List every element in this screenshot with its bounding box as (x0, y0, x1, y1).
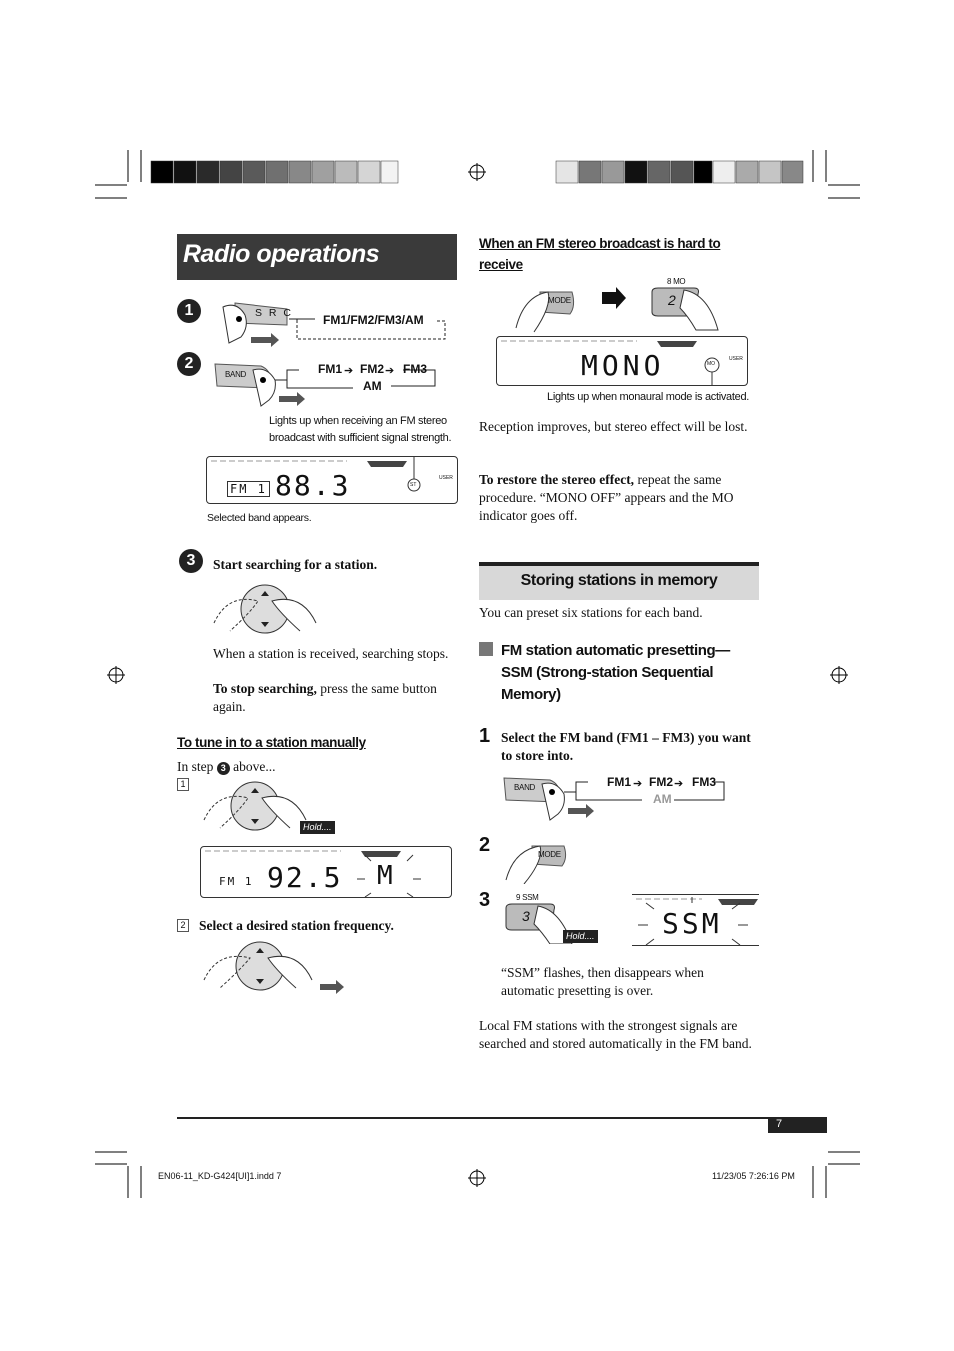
stereo-heading: When an FM stereo broadcast is hard to receive (479, 236, 721, 272)
print-date: 11/23/05 7:26:16 PM (712, 1171, 795, 1181)
memory-step-3-number: 3 (479, 889, 491, 911)
band-appears-note: Selected band appears. (207, 512, 312, 524)
ssm-button-label: 9 SSM (516, 893, 539, 902)
fm3-label: FM3 (403, 362, 427, 376)
page-number-box (768, 1118, 827, 1133)
band-button-illustration (213, 358, 443, 408)
step3-text: When a station is received, searching stops. (213, 646, 449, 661)
display-92-5 (200, 846, 452, 898)
intro-post: above... (229, 759, 276, 774)
local-stations-text: Local FM stations with the strongest signals are searched and stored automatically in the FM band. (479, 1018, 752, 1051)
hold-label: Hold.... (300, 821, 335, 834)
dial-hold-illustration (200, 780, 310, 834)
mode-label: MODE (538, 850, 561, 859)
frequency-display: 88.3 (275, 469, 351, 502)
restore-bold: To restore the stereo effect, (479, 472, 635, 487)
am-label: AM (363, 379, 382, 393)
fm2-label: FM2 (360, 362, 384, 376)
file-name: EN06-11_KD-G424[UI]1.indd 7 (158, 1171, 282, 1181)
intro-step-num: 3 (217, 762, 230, 775)
memory-section-header (479, 562, 759, 600)
band-indicator: FM 1 (219, 875, 254, 888)
square-bullet-icon (479, 642, 493, 656)
band-indicator: FM 1 (227, 481, 270, 497)
display-mono (496, 336, 748, 386)
hold-label: Hold.... (563, 930, 598, 943)
src-button-illustration (215, 297, 450, 347)
footer-rule (177, 1117, 827, 1119)
display-ssm (632, 894, 759, 946)
manual-heading: To tune in to a station manually (177, 735, 366, 750)
band-label: BAND (514, 783, 536, 792)
dial-select-illustration (200, 940, 350, 996)
user-indicator: USER (729, 356, 743, 362)
restore-rest: repeat the same procedure. “MONO OFF” appears and the MO indicator goes off. (479, 472, 734, 523)
stereo-indicator-note: Lights up when receiving an FM stereo broadcast with sufficient signal strength. (269, 415, 452, 444)
button-2-label: 2 (668, 292, 676, 308)
band-label: BAND (225, 370, 247, 379)
intro-pre: In step (177, 759, 217, 774)
arrow-icon: ➔ (344, 365, 354, 377)
memory-step-2-number: 2 (479, 834, 491, 856)
memory-mode-illustration (502, 838, 572, 884)
memory-intro: You can preset six stations for each band. (479, 605, 703, 620)
stop-rest: press the same button again. (213, 681, 437, 714)
page-number: 7 (776, 1118, 783, 1130)
am-label: AM (653, 792, 672, 806)
control-dial-illustration (210, 583, 320, 635)
stereo-text: Reception improves, but stereo effect will be lost. (479, 419, 748, 434)
mono-display: MONO (581, 349, 665, 382)
mo-indicator: MO (707, 361, 716, 367)
step-2-number: 2 (177, 352, 201, 376)
memory-band-illustration (502, 772, 732, 822)
memory-indicator: M (377, 861, 395, 891)
manual-intro (177, 758, 275, 776)
fm2-label: FM2 (649, 775, 673, 789)
step1-flow: FM1/FM2/FM3/AM (323, 313, 424, 327)
restore-text (479, 471, 759, 525)
step3-heading: Start searching for a station. (213, 557, 378, 572)
mode-button-illustration (512, 278, 732, 334)
step-1-number: 1 (177, 299, 201, 323)
substep-2-text: Select a desired station frequency. (199, 918, 394, 933)
memory-step-1-number: 1 (479, 725, 491, 747)
src-label: S R C (255, 307, 294, 319)
stop-searching-text (213, 680, 458, 716)
ssm-display: SSM (662, 907, 722, 940)
arrow-icon: ➔ (385, 365, 395, 377)
substep-1: 1 (177, 778, 189, 791)
user-indicator: USER (439, 475, 453, 481)
ssm-note: “SSM” flashes, then disappears when automatic presetting is over. (501, 965, 704, 998)
arrow-icon: ➔ (674, 778, 684, 790)
mode-label: MODE (548, 296, 571, 305)
arrow-icon: ➔ (633, 778, 643, 790)
title-bar (177, 234, 457, 280)
fm1-label: FM1 (318, 362, 342, 376)
st-indicator: ST (410, 482, 417, 488)
fm1-label: FM1 (607, 775, 631, 789)
page-title: Radio operations (183, 240, 380, 268)
display-88-3 (206, 456, 458, 504)
mono-note: Lights up when monaural mode is activated. (547, 391, 750, 403)
button-8-mo-label: 8 MO (667, 277, 686, 286)
ssm-heading: FM station automatic presetting— SSM (Strong-station Sequential Memory) (501, 642, 730, 703)
memory-heading: Storing stations in memory (520, 572, 718, 589)
memory-step-1-text: Select the FM band (FM1 – FM3) you want to store into. (501, 730, 751, 763)
frequency-display: 92.5 (267, 861, 343, 894)
fm3-label: FM3 (692, 775, 716, 789)
substep-2: 2 (177, 919, 189, 932)
stop-bold: To stop searching, (213, 681, 317, 696)
step-3-number: 3 (179, 549, 203, 573)
button-3-label: 3 (522, 908, 530, 924)
